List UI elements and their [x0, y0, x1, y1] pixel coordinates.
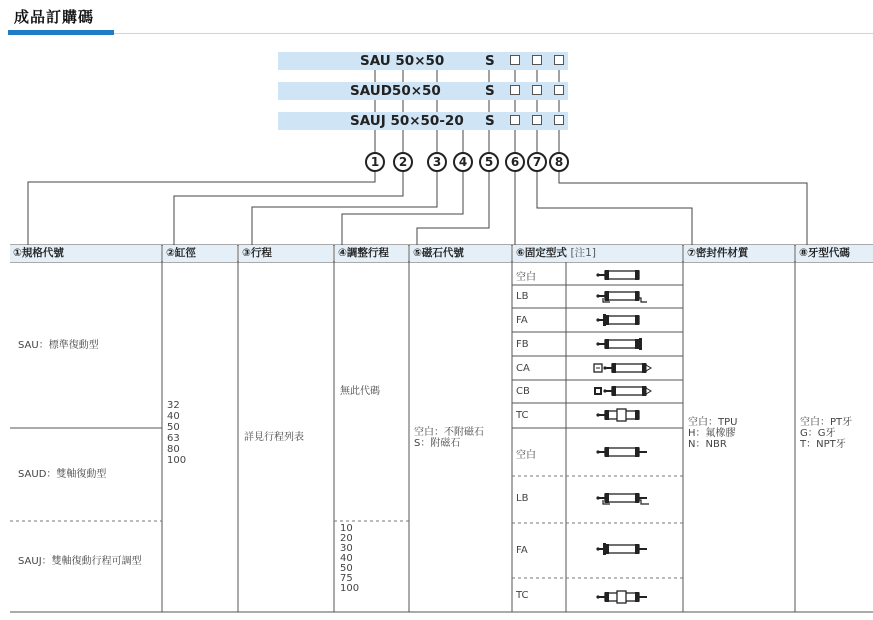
- position-marker-1: 1: [365, 152, 385, 172]
- header-seal-material: ⑦密封件材質: [684, 245, 794, 262]
- page-title: 成品訂購碼: [14, 8, 95, 26]
- header-model-code: ①規格代號: [10, 245, 161, 262]
- code-base: SAUD50×50: [350, 83, 441, 99]
- cylinder-foot-mount-icon: [596, 291, 647, 302]
- bore-values: 32 40 50 63 80 100: [167, 400, 187, 466]
- cylinder-single-clevis-icon: [594, 363, 651, 373]
- header-mounting-label: ⑥固定型式: [516, 247, 567, 259]
- mounting-code: LB: [516, 493, 529, 504]
- seal-options: 空白：TPU H：氟橡膠 N：NBR: [688, 417, 738, 450]
- cylinder-double-rod-trunnion-icon: [596, 591, 647, 603]
- cylinder-double-rod-icon: [596, 447, 647, 457]
- code-magnet-s: S: [485, 113, 495, 129]
- type-saud: SAUD：雙軸復動型: [18, 469, 107, 480]
- type-sau: SAU：標準復動型: [18, 340, 99, 351]
- cylinder-double-rod-flange-icon: [596, 543, 647, 555]
- mounting-code: CA: [516, 363, 530, 374]
- mounting-code: FA: [516, 315, 528, 326]
- position-marker-7: 7: [527, 152, 547, 172]
- mounting-code: LB: [516, 291, 529, 302]
- adjust-none: 無此代碼: [340, 386, 380, 397]
- code-base: SAU 50×50: [360, 53, 445, 69]
- mounting-code: FB: [516, 339, 529, 350]
- code-base: SAUJ 50×50-20: [350, 113, 464, 129]
- thread-options: 空白：PT牙 G：G牙 T：NPT牙: [800, 417, 853, 450]
- cylinder-double-clevis-icon: [594, 386, 651, 396]
- cylinder-front-flange-icon: [596, 314, 639, 326]
- header-adjust-stroke: ④調整行程: [335, 245, 408, 262]
- mounting-code: 空白: [516, 272, 536, 283]
- code-magnet-s: S: [485, 83, 495, 99]
- position-marker-5: 5: [479, 152, 499, 172]
- type-sauj: SAUJ：雙軸復動行程可調型: [18, 556, 142, 567]
- position-marker-2: 2: [393, 152, 413, 172]
- header-magnet: ⑤磁石代號: [410, 245, 511, 262]
- adjust-values: 10 20 30 40 50 75 100: [340, 523, 360, 594]
- position-marker-8: 8: [549, 152, 569, 172]
- cylinder-basic-icon: [596, 270, 639, 280]
- cylinder-double-rod-foot-icon: [596, 493, 649, 504]
- mounting-code: TC: [516, 590, 529, 601]
- magnet-options: 空白：不附磁石 S：附磁石: [414, 427, 484, 449]
- position-marker-3: 3: [427, 152, 447, 172]
- header-bore: ②缸徑: [163, 245, 237, 262]
- header-stroke: ③行程: [239, 245, 333, 262]
- mounting-code: 空白: [516, 450, 536, 461]
- header-thread: ⑧牙型代碼: [796, 245, 873, 262]
- stroke-text: 詳見行程列表: [244, 432, 304, 443]
- code-magnet-s: S: [485, 53, 495, 69]
- cylinder-rear-flange-icon: [596, 338, 642, 350]
- cylinder-trunnion-icon: [596, 409, 639, 421]
- position-marker-4: 4: [453, 152, 473, 172]
- position-marker-6: 6: [505, 152, 525, 172]
- mounting-code: CB: [516, 386, 530, 397]
- mounting-code: FA: [516, 545, 528, 556]
- header-mounting-note: [注1]: [570, 247, 596, 259]
- mounting-code: TC: [516, 410, 529, 421]
